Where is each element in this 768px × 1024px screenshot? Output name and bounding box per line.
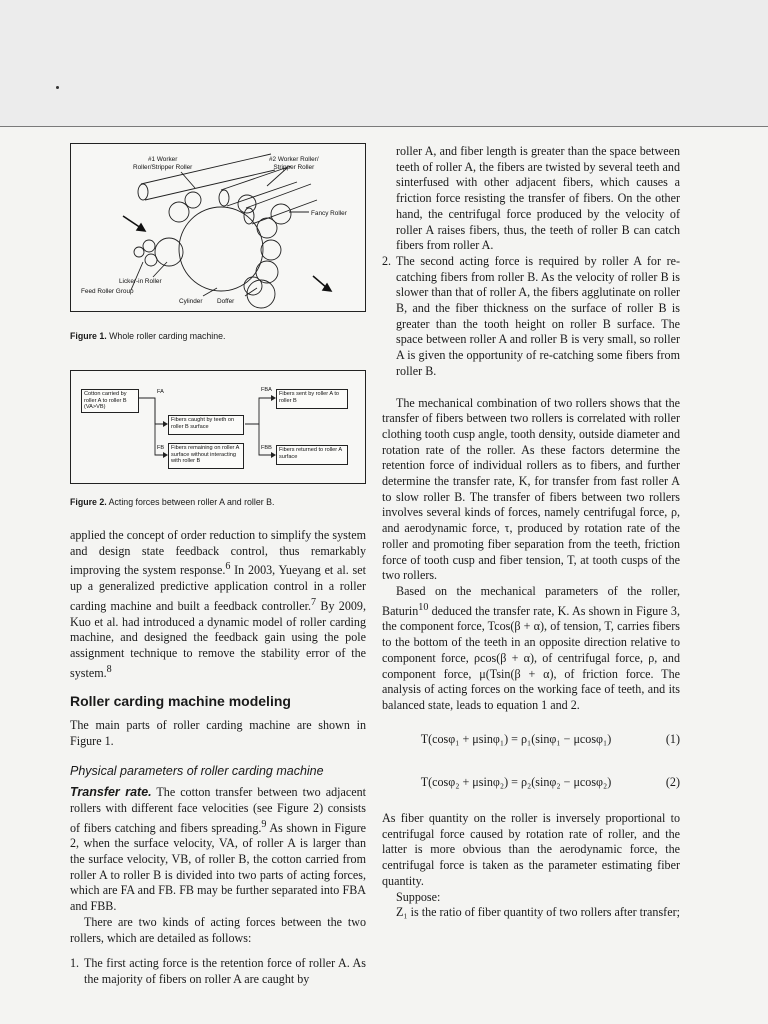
ref-8: 8	[106, 663, 112, 675]
left-paragraph-1	[70, 528, 366, 681]
right-paragraph-2: The mechanical combination of two rollers shows that the transfer of fibers between two rollers is correlated with roller clothing tooth cusp angle, tooth density, outside diameter and rotation rate of the roller. As these factors determine the retention force of individual rollers as to fibers, and further determine the transfer rate, K, for transfer from fast roller A to slow roller B. The transfer of fibers between two rollers involves several kinds of forces, namely centrifugal force, ρ, and aerodynamic force, τ, produced by rotation rate of the roller and promoting fiber separation from the teeth, friction force of tooth cusp and fiber tension, T, at tooth cusps of the two rollers.	[382, 395, 680, 583]
left-p1-text: applied the concept of order reduction to simplify the system and design state feedback control, thus remarkably improving the system response.	[70, 528, 366, 578]
figure-2-caption-text: Acting forces between roller A and roller B.	[108, 497, 275, 507]
label-doffer: Doffer	[217, 298, 235, 305]
figure-2-caption	[70, 497, 274, 507]
label-feed-roller-group: Feed Roller Group	[81, 288, 134, 295]
equation-1-number: (1)	[665, 731, 680, 746]
list-item-text: The first acting force is the retention force of roller A. As the majority of fibers on roller A are caught by	[84, 956, 366, 986]
right-paragraph-5: Suppose:	[396, 889, 441, 904]
roller-machine-illustration	[71, 144, 365, 311]
box-fibers-caught: Fibers caught by teeth on roller B surface	[168, 415, 244, 435]
ref-7: 7	[311, 596, 317, 608]
equation-2	[382, 775, 680, 791]
ref-9: 9	[261, 818, 267, 830]
equation-1-text: T(cosφ₁ + μsinφ₁) = ρ₁(sinφ₁ − μcosφ₁)	[420, 731, 612, 746]
box-fibers-sent: Fibers sent by roller A to roller B	[276, 389, 348, 409]
list-item-number: 2.	[382, 253, 392, 268]
right-paragraph-1: roller A, and fiber length is greater than the space between teeth of roller A, the fibers are twisted by several teeth and sinterfused with other adjacent fibers, which causes a friction force resisting the transfer of fibers. On the other hand, the centrifugal force produced by the velocity of roller A raises fibers, thus, the teeth of roller B can catch fibers from roller A.	[396, 144, 680, 253]
box-fibers-remaining: Fibers remaining on roller A surface without interacting with roller B	[168, 443, 244, 469]
figure-1-caption	[70, 331, 226, 341]
right-column	[382, 144, 680, 921]
scan-speck	[56, 86, 59, 89]
figure-2-diagram	[70, 370, 366, 484]
list-item-text: The second acting force is required by roller A for re-catching fibers from roller B. As the velocity of roller B is slower than that of roller A, the fibers agglutinate on roller B, and the fiber thickness on the surface of roller B is greater than the tooth height on roller B surface. The space between roller A and roller B is very small, so roller A is given the opportunity of re-catching some fibers from roller B.	[396, 253, 680, 378]
figure-2-caption-label: Figure 2.	[70, 497, 107, 507]
label-cylinder: Cylinder	[179, 298, 203, 305]
left-paragraph-2: The main parts of roller carding machine are shown in Figure 1.	[70, 718, 366, 748]
figure-1-diagram	[70, 143, 366, 312]
subsection-heading: Physical parameters of roller carding machine	[70, 763, 324, 778]
force-fba: FBA	[261, 387, 272, 393]
label-licker-in-roller: Licker-in Roller	[119, 278, 162, 285]
runin-heading: Transfer rate.	[70, 785, 152, 800]
right-paragraph-6: Z₁ is the ratio of fiber quantity of two rollers after transfer;	[396, 905, 680, 920]
list-item	[382, 254, 680, 380]
box-cotton-carried: Cotton carried by roller A to roller B (VA>VB)	[81, 389, 139, 413]
equation-2-text: T(cosφ₂ + μsinφ₂) = ρ₂(sinφ₂ − μcosφ₂)	[420, 775, 612, 790]
figure-1-caption-text: Whole roller carding machine.	[109, 331, 226, 341]
equation-1	[382, 732, 680, 748]
acting-forces-list	[70, 956, 366, 987]
list-item	[70, 956, 366, 987]
scan-top-margin	[0, 0, 768, 126]
ref-6: 6	[225, 561, 231, 573]
left-column	[70, 528, 366, 988]
label-fancy-roller: Fancy Roller	[311, 210, 347, 217]
ref-10: 10	[418, 601, 429, 613]
list-item-number: 1.	[70, 956, 80, 971]
section-heading: Roller carding machine modeling	[70, 693, 291, 710]
left-paragraph-3	[70, 785, 366, 915]
label-worker-roller-1: #1 Worker Roller/Stripper Roller	[133, 156, 193, 171]
figure-1-caption-label: Figure 1.	[70, 331, 107, 341]
right-paragraph-3	[382, 584, 680, 714]
force-fbb: FBB	[261, 445, 272, 451]
equation-2-number: (2)	[665, 775, 680, 790]
left-p3b-text: As shown in Figure 2, when the surface velocity, VA, of roller A is larger than the surface velocity, VB, of roller B, the cotton carried from roller A to roller B is divided into two parts of acting forces, which are FA and FB. FB may be further separated into FBA and FBB.	[70, 820, 366, 914]
left-p1b-text: In 2003, Yueyang et al. set up a generalized predictive application control in a roller carding machine and built a feedback controller.	[70, 563, 366, 613]
force-fb: FB	[157, 445, 165, 451]
left-p1c-text: By 2009, Kuo et al. had introduced a dynamic model of roller carding machine, and designed the feedback gain using the pole assignment technique to remove the stability error of the system.	[70, 598, 366, 680]
left-paragraph-4: There are two kinds of acting forces between the two rollers, which are detailed as follows:	[70, 914, 366, 945]
label-worker-roller-2: #2 Worker Roller/ Stripper Roller	[269, 156, 319, 171]
box-fibers-returned: Fibers returned to roller A surface	[276, 445, 348, 465]
acting-forces-list-continued	[382, 254, 680, 380]
force-fa: FA	[157, 389, 164, 395]
left-p3-text: The cotton transfer between two adjacent rollers with different face velocities (see Figure 2) consists of fibers catching and fibers spreading.	[70, 785, 366, 835]
right-p3a-text: Based on the mechanical parameters of the roller, Baturin	[382, 583, 680, 618]
right-paragraph-4: As fiber quantity on the roller is inversely proportional to centrifugal force caused by rotation rate of roller, and the latter is more obvious than the aerodynamic force, the centrifugal force is taken as the parameter estimating fiber quantity.	[382, 811, 680, 888]
right-p3b-text: deduced the transfer rate, K. As shown in Figure 3, the component force, Tcos(β + α), of tension, T, carries fibers to the bottom of the teeth in an opposite direction relative to component force, ρcos(β + α), of centrifugal force, ρ, and component force, μ(Tsin(β + α), of friction force. The analysis of acting forces on the working face of teeth, and its balanced state, leads to equation 1 and 2.	[382, 603, 680, 712]
